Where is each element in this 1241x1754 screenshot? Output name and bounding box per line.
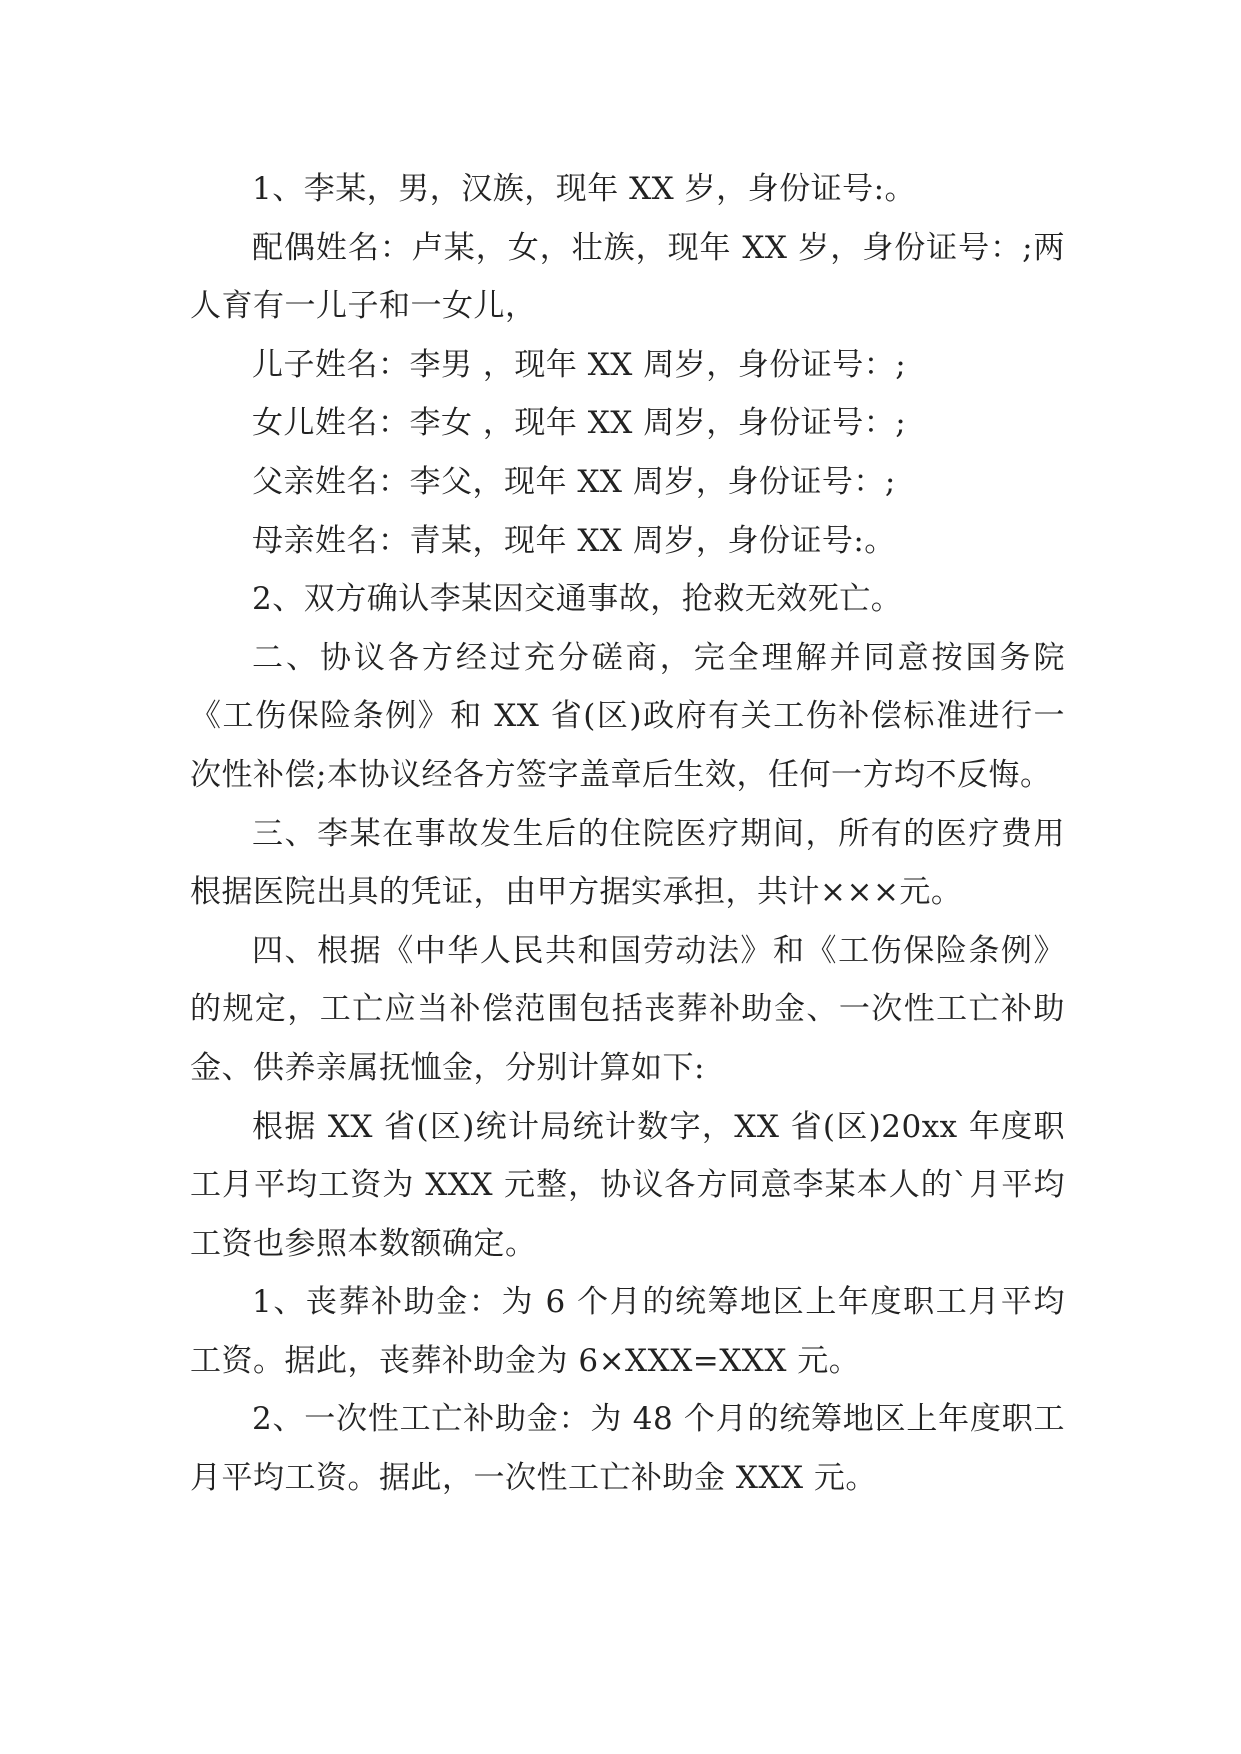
paragraph-8: 二、协议各方经过充分磋商，完全理解并同意按国务院《工伤保险条例》和 XX 省(区)政府有关工伤补偿标准进行一次性补偿;本协议经各方签字盖章后生效，任何一方均不反悔。 xyxy=(190,639,1065,793)
paragraph-10: 四、根据《中华人民共和国劳动法》和《工伤保险条例》的规定，工亡应当补偿范围包括丧葬补助金、一次性工亡补助金、供养亲属抚恤金，分别计算如下: xyxy=(190,932,1065,1086)
paragraph-4: 女儿姓名：李女 ，现年 XX 周岁，身份证号：; xyxy=(252,405,907,442)
paragraph-6: 母亲姓名：青某，现年 XX 周岁，身份证号:。 xyxy=(252,522,896,559)
paragraph-13: 2、一次性工亡补助金：为 48 个月的统筹地区上年度职工月平均工资。据此，一次性工亡补助金 XXX 元。 xyxy=(190,1401,1065,1497)
paragraph-11: 根据 XX 省(区)统计局统计数字，XX 省(区)20xx 年度职工月平均工资为 XXX 元整，协议各方同意李某本人的`月平均工资也参照本数额确定。 xyxy=(190,1108,1065,1262)
paragraph-1: 1、李某，男，汉族，现年 XX 岁，身份证号:。 xyxy=(252,171,917,207)
paragraph-2: 配偶姓名：卢某，女，壮族，现年 XX 岁，身份证号：;两人育有一儿子和一女儿， xyxy=(190,229,1065,325)
document-body xyxy=(190,160,1065,1508)
paragraph-3: 儿子姓名：李男 ，现年 XX 周岁，身份证号：; xyxy=(252,346,907,383)
paragraph-9: 三、李某在事故发生后的住院医疗期间，所有的医疗费用根据医院出具的凭证，由甲方据实承担，共计×××元。 xyxy=(190,815,1065,911)
paragraph-7: 2、双方确认李某因交通事故，抢救无效死亡。 xyxy=(252,581,903,618)
paragraph-12: 1、丧葬补助金：为 6 个月的统筹地区上年度职工月平均工资。据此，丧葬补助金为 6×XXX=XXX 元。 xyxy=(190,1284,1065,1379)
paragraph-5: 父亲姓名：李父，现年 XX 周岁，身份证号：; xyxy=(252,463,896,500)
